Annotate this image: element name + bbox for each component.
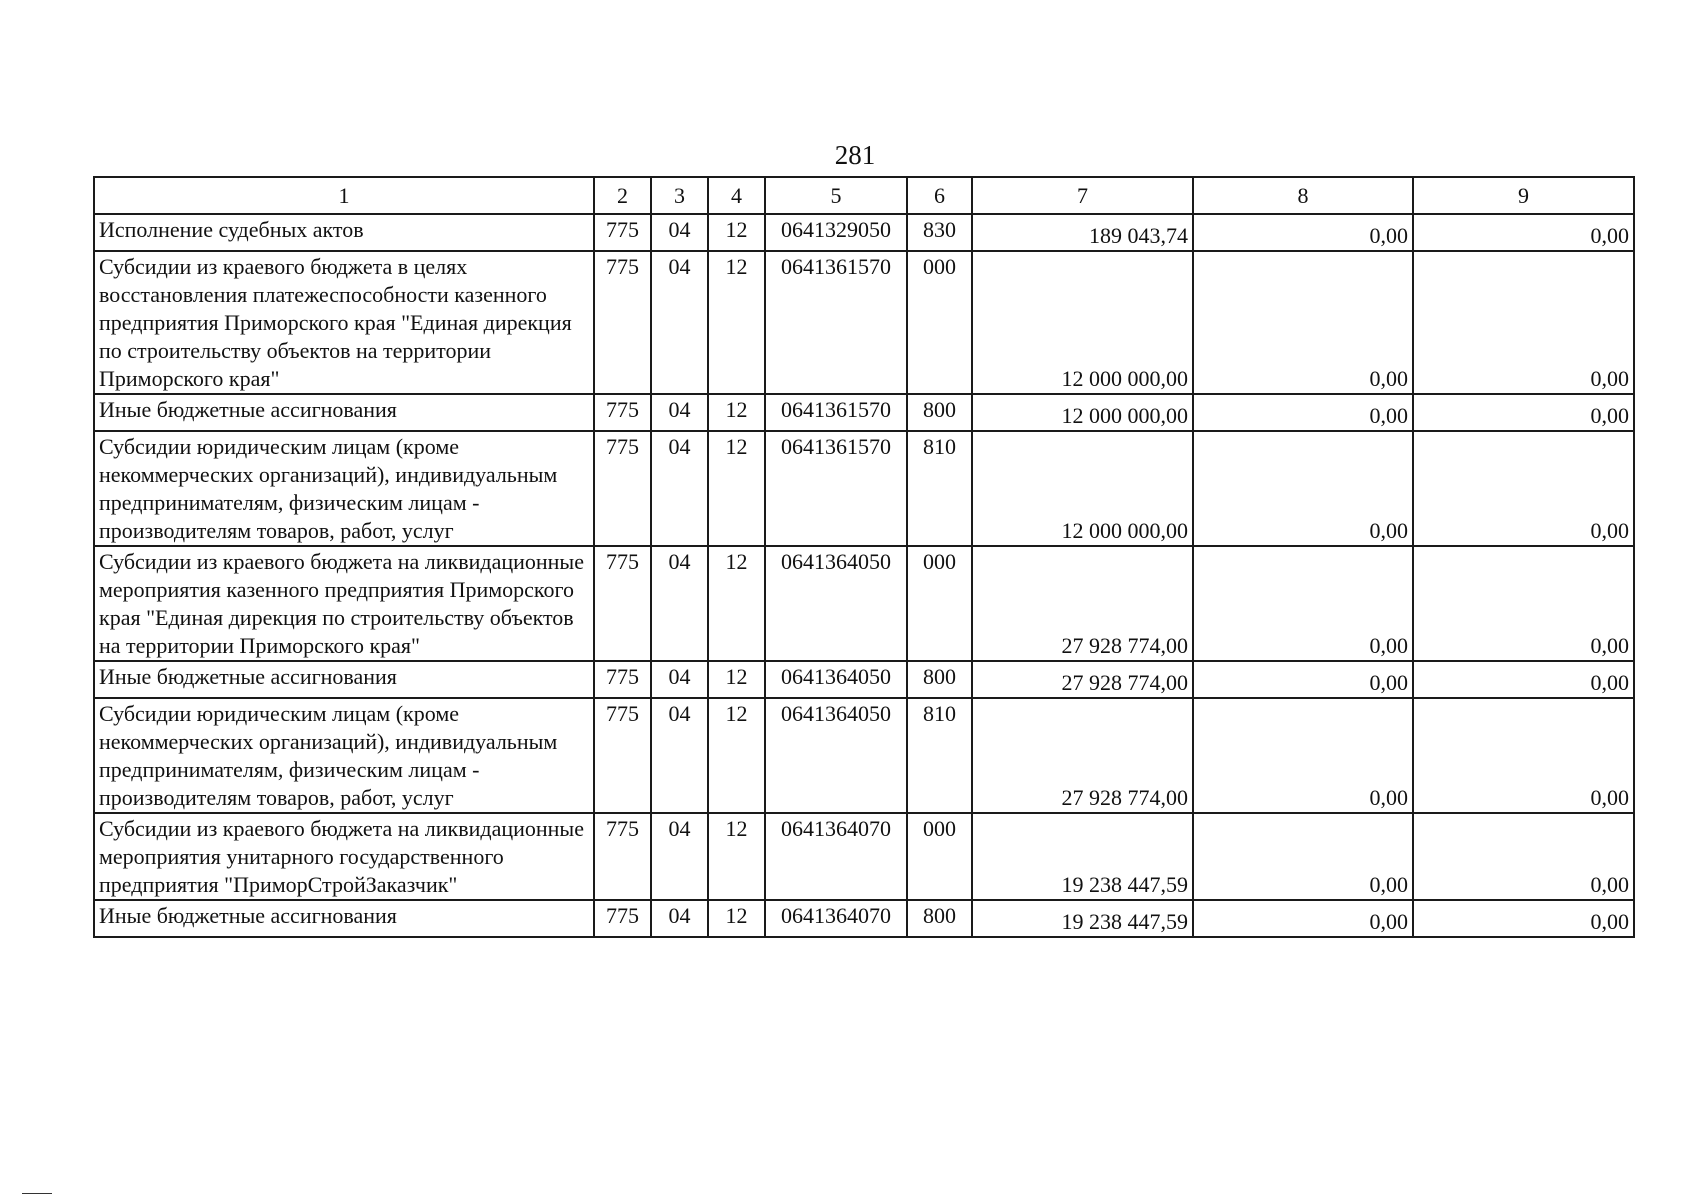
column-header: 6: [907, 177, 972, 214]
amount-cell: 0,00: [1413, 698, 1634, 813]
amount-cell: 19 238 447,59: [972, 813, 1193, 900]
amount-cell: 0,00: [1413, 546, 1634, 661]
code-cell: 04: [651, 431, 708, 546]
code-cell: 775: [594, 900, 651, 937]
row-name-cell: Субсидии из краевого бюджета в целях восстановления платежеспособности казенного предприятия Приморского края "Единая дирекция по строительству объектов на территории Приморского края": [94, 251, 594, 394]
code-cell: 0641361570: [765, 251, 907, 394]
code-cell: 810: [907, 431, 972, 546]
row-name-cell: Иные бюджетные ассигнования: [94, 900, 594, 937]
table-row: [94, 251, 1634, 394]
amount-cell: 19 238 447,59: [972, 900, 1193, 937]
code-cell: 04: [651, 661, 708, 698]
code-cell: 0641361570: [765, 394, 907, 431]
amount-cell: 0,00: [1193, 900, 1413, 937]
row-name-cell: Субсидии юридическим лицам (кроме некоммерческих организаций), индивидуальным предпринимателям, физическим лицам - производителям товаров, работ, услуг: [94, 431, 594, 546]
amount-cell: 0,00: [1413, 813, 1634, 900]
table-header-row: [94, 177, 1634, 214]
amount-cell: 189 043,74: [972, 214, 1193, 251]
code-cell: 12: [708, 813, 765, 900]
amount-cell: 27 928 774,00: [972, 661, 1193, 698]
table-row: [94, 431, 1634, 546]
amount-cell: 0,00: [1193, 394, 1413, 431]
code-cell: 000: [907, 813, 972, 900]
code-cell: 12: [708, 698, 765, 813]
amount-cell: 0,00: [1193, 251, 1413, 394]
code-cell: 0641364070: [765, 900, 907, 937]
code-cell: 0641364050: [765, 698, 907, 813]
code-cell: 04: [651, 813, 708, 900]
table-row: [94, 661, 1634, 698]
amount-cell: 12 000 000,00: [972, 394, 1193, 431]
code-cell: 775: [594, 813, 651, 900]
code-cell: 775: [594, 661, 651, 698]
column-header: 4: [708, 177, 765, 214]
code-cell: 830: [907, 214, 972, 251]
code-cell: 775: [594, 394, 651, 431]
code-cell: 800: [907, 394, 972, 431]
code-cell: 04: [651, 251, 708, 394]
row-name-cell: Субсидии из краевого бюджета на ликвидационные мероприятия унитарного государственного предприятия "ПриморСтройЗаказчик": [94, 813, 594, 900]
code-cell: 000: [907, 251, 972, 394]
code-cell: 775: [594, 431, 651, 546]
code-cell: 810: [907, 698, 972, 813]
code-cell: 0641364050: [765, 546, 907, 661]
code-cell: 775: [594, 698, 651, 813]
code-cell: 12: [708, 900, 765, 937]
row-name-cell: Исполнение судебных актов: [94, 214, 594, 251]
column-header: 5: [765, 177, 907, 214]
amount-cell: 0,00: [1413, 431, 1634, 546]
budget-table: [93, 176, 1635, 938]
code-cell: 04: [651, 900, 708, 937]
row-name-cell: Иные бюджетные ассигнования: [94, 661, 594, 698]
table-row: [94, 698, 1634, 813]
amount-cell: 0,00: [1413, 251, 1634, 394]
table-row: [94, 546, 1634, 661]
amount-cell: 0,00: [1193, 431, 1413, 546]
column-header: 3: [651, 177, 708, 214]
table-row: [94, 214, 1634, 251]
amount-cell: 0,00: [1193, 813, 1413, 900]
page-number: 281: [834, 140, 876, 170]
column-header: 8: [1193, 177, 1413, 214]
amount-cell: 12 000 000,00: [972, 431, 1193, 546]
code-cell: 800: [907, 661, 972, 698]
row-name-cell: Субсидии юридическим лицам (кроме некоммерческих организаций), индивидуальным предпринимателям, физическим лицам - производителям товаров, работ, услуг: [94, 698, 594, 813]
amount-cell: 27 928 774,00: [972, 698, 1193, 813]
code-cell: 775: [594, 214, 651, 251]
amount-cell: 0,00: [1413, 214, 1634, 251]
code-cell: 04: [651, 214, 708, 251]
code-cell: 800: [907, 900, 972, 937]
footer-divider: [22, 1193, 52, 1194]
code-cell: 775: [594, 251, 651, 394]
amount-cell: 0,00: [1193, 546, 1413, 661]
amount-cell: 0,00: [1193, 214, 1413, 251]
code-cell: 12: [708, 214, 765, 251]
amount-cell: 0,00: [1413, 900, 1634, 937]
amount-cell: 0,00: [1413, 394, 1634, 431]
code-cell: 04: [651, 698, 708, 813]
column-header: 7: [972, 177, 1193, 214]
amount-cell: 0,00: [1193, 698, 1413, 813]
amount-cell: 0,00: [1193, 661, 1413, 698]
code-cell: 000: [907, 546, 972, 661]
code-cell: 12: [708, 661, 765, 698]
code-cell: 0641361570: [765, 431, 907, 546]
amount-cell: 12 000 000,00: [972, 251, 1193, 394]
amount-cell: 0,00: [1413, 661, 1634, 698]
code-cell: 12: [708, 251, 765, 394]
code-cell: 0641329050: [765, 214, 907, 251]
code-cell: 12: [708, 394, 765, 431]
code-cell: 04: [651, 394, 708, 431]
column-header: 9: [1413, 177, 1634, 214]
code-cell: 12: [708, 546, 765, 661]
code-cell: 12: [708, 431, 765, 546]
table-row: [94, 900, 1634, 937]
code-cell: 04: [651, 546, 708, 661]
code-cell: 775: [594, 546, 651, 661]
table-row: [94, 394, 1634, 431]
code-cell: 0641364070: [765, 813, 907, 900]
amount-cell: 27 928 774,00: [972, 546, 1193, 661]
row-name-cell: Иные бюджетные ассигнования: [94, 394, 594, 431]
table-row: [94, 813, 1634, 900]
column-header: 1: [94, 177, 594, 214]
column-header: 2: [594, 177, 651, 214]
code-cell: 0641364050: [765, 661, 907, 698]
row-name-cell: Субсидии из краевого бюджета на ликвидационные мероприятия казенного предприятия Приморского края "Единая дирекция по строительству объектов на территории Приморского края": [94, 546, 594, 661]
